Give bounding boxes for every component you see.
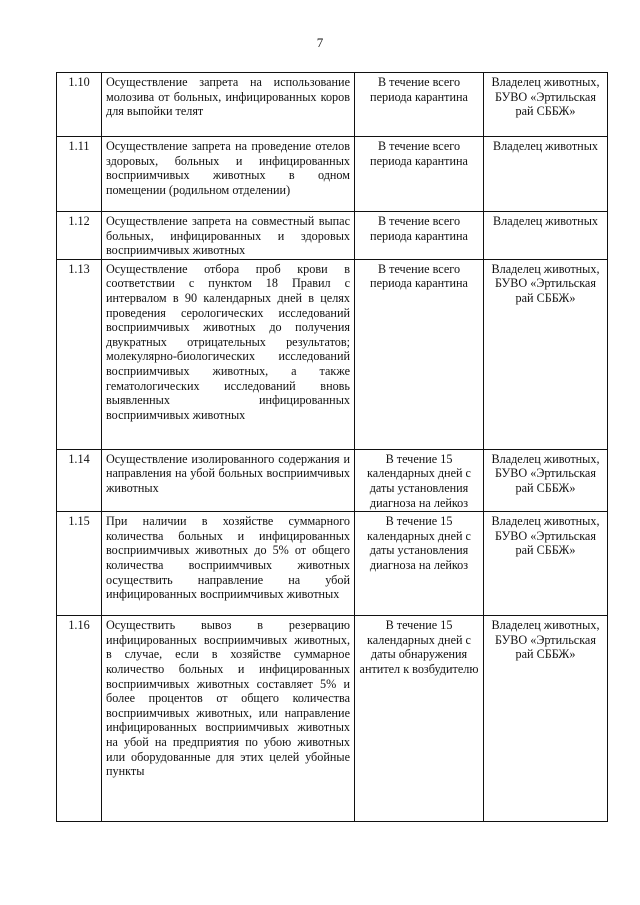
measure-description: Осуществление запрета на использование молозива от больных, инфицированных коров для выпойки телят (102, 73, 355, 137)
responsible-party: Владелец животных, БУВО «Эртильская рай СББЖ» (484, 449, 608, 511)
measure-description: Осуществление отбора проб крови в соответствии с пунктом 18 Правил с интервалом в 90 календарных дней в целях проведения серологических исследований восприимчивых животных до получения двукратных отрицательных результатов; молекулярно-биологических исследований восприимчивых животных, а также гематологических исследований вновь выявленных инфицированных восприимчивых животных (102, 259, 355, 449)
table-row (57, 137, 608, 212)
measure-term: В течение всего периода карантина (355, 137, 484, 212)
row-number: 1.11 (57, 137, 102, 212)
table-row (57, 512, 608, 616)
row-number: 1.15 (57, 512, 102, 616)
row-number: 1.13 (57, 259, 102, 449)
measure-description: Осуществление изолированного содержания и направления на убой больных восприимчивых животных (102, 449, 355, 511)
responsible-party: Владелец животных (484, 212, 608, 260)
measure-term: В течение 15 календарных дней с даты установления диагноза на лейкоз (355, 512, 484, 616)
measure-term: В течение всего периода карантина (355, 212, 484, 260)
responsible-party: Владелец животных, БУВО «Эртильская рай СББЖ» (484, 73, 608, 137)
responsible-party: Владелец животных, БУВО «Эртильская рай СББЖ» (484, 259, 608, 449)
row-number: 1.12 (57, 212, 102, 260)
measure-description: Осуществление запрета на совместный выпас больных, инфицированных и здоровых восприимчивых животных (102, 212, 355, 260)
responsible-party: Владелец животных, БУВО «Эртильская рай СББЖ» (484, 616, 608, 822)
responsible-party: Владелец животных (484, 137, 608, 212)
measure-term: В течение 15 календарных дней с даты обнаружения антител к возбудителю (355, 616, 484, 822)
row-number: 1.16 (57, 616, 102, 822)
table-row (57, 259, 608, 449)
table-row (57, 212, 608, 260)
measure-term: В течение всего периода карантина (355, 73, 484, 137)
measures-table (56, 72, 608, 822)
measure-term: В течение всего периода карантина (355, 259, 484, 449)
table-row (57, 449, 608, 511)
responsible-party: Владелец животных, БУВО «Эртильская рай СББЖ» (484, 512, 608, 616)
measure-description: Осуществить вывоз в резервацию инфицированных восприимчивых животных, в случае, если в хозяйстве суммарное количество больных и инфицированных восприимчивых животных составляет 5% и более процентов от общего количества восприимчивых животных, или направление инфицированных восприимчивых животных на убой на предприятия по убою животных или оборудованные для этих целей убойные пункты (102, 616, 355, 822)
row-number: 1.14 (57, 449, 102, 511)
row-number: 1.10 (57, 73, 102, 137)
table-row (57, 616, 608, 822)
measure-description: Осуществление запрета на проведение отелов здоровых, больных и инфицированных восприимчивых животных в одном помещении (родильном отделении) (102, 137, 355, 212)
table-row (57, 73, 608, 137)
measure-term: В течение 15 календарных дней с даты установления диагноза на лейкоз (355, 449, 484, 511)
page-number: 7 (316, 35, 324, 50)
measure-description: При наличии в хозяйстве суммарного количества больных и инфицированных восприимчивых животных до 5% от общего количества восприимчивых животных осуществить направление на убой инфицированных восприимчивых животных (102, 512, 355, 616)
